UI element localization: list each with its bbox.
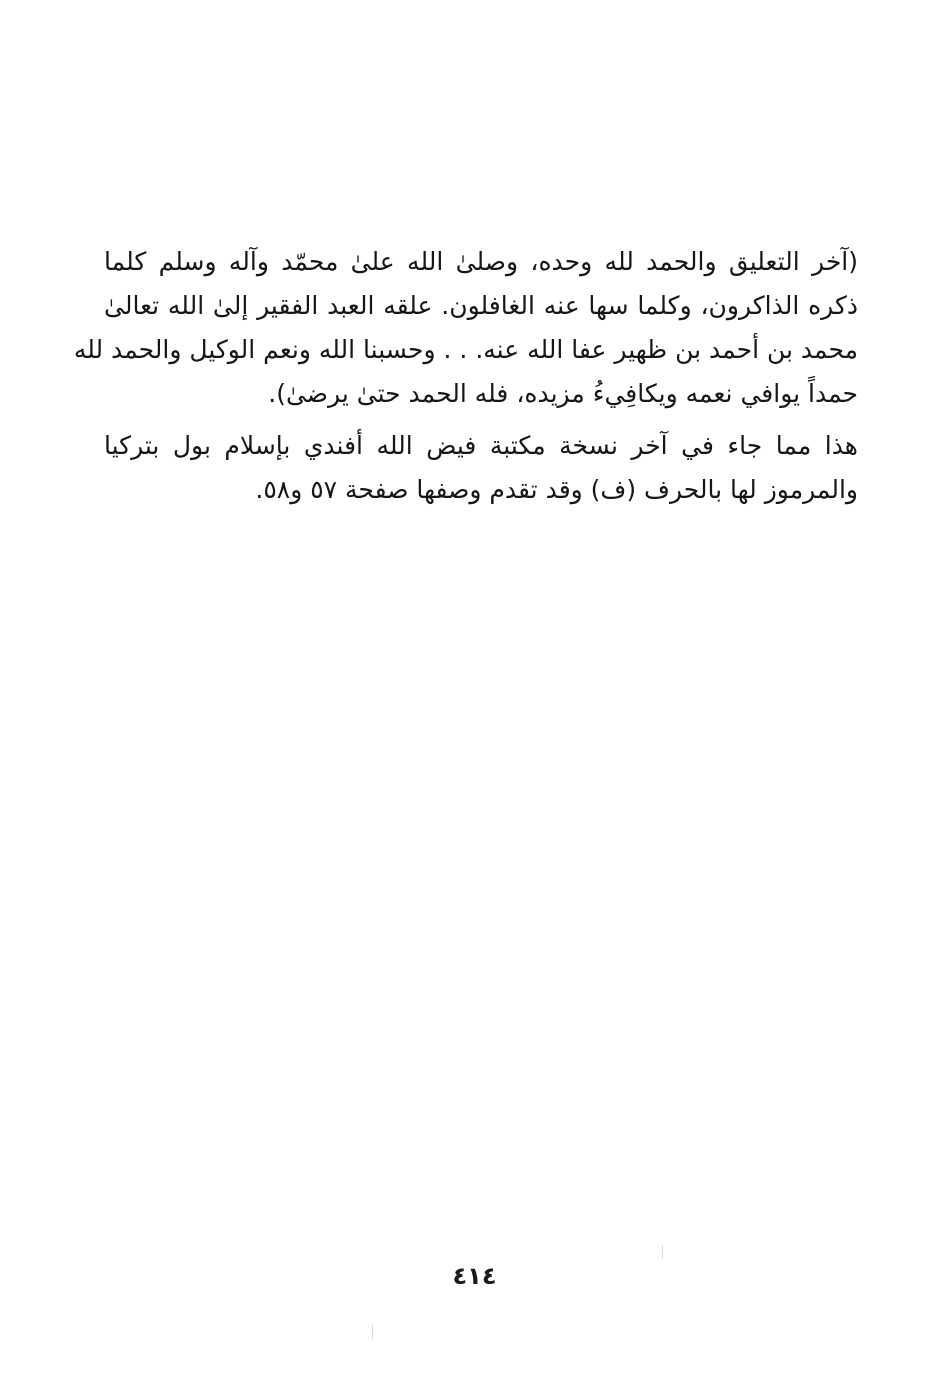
- note-line: والمرموز لها بالحرف (ف) وقد تقدم وصفها صفحة ٥٧ و٥٨.: [255, 475, 858, 504]
- colophon-line: حمداً يوافي نعمه ويكافِيءُ مزيده، فله الحمد حتىٰ يرضىٰ).: [268, 379, 858, 408]
- note-line: هذا مما جاء في آخر نسخة مكتبة فيض الله أفندي بإسلام بول بتركيا: [104, 431, 858, 460]
- colophon-line: محمد بن أحمد بن ظهير عفا الله عنه. . . وحسبنا الله ونعم الوكيل والحمد لله: [73, 335, 858, 364]
- editor-note-paragraph: [104, 424, 858, 512]
- scan-speck: [662, 1245, 663, 1259]
- colophon-paragraph: [73, 240, 858, 416]
- page-number: ٤١٤: [452, 1262, 497, 1290]
- colophon-line: (آخر التعليق والحمد لله وحده، وصلىٰ الله علىٰ محمّد وآله وسلم كلما: [104, 247, 858, 276]
- scan-speck: [372, 1325, 373, 1339]
- colophon-line: ذكره الذاكرون، وكلما سها عنه الغافلون. علقه العبد الفقير إلىٰ الله تعالىٰ: [104, 291, 858, 320]
